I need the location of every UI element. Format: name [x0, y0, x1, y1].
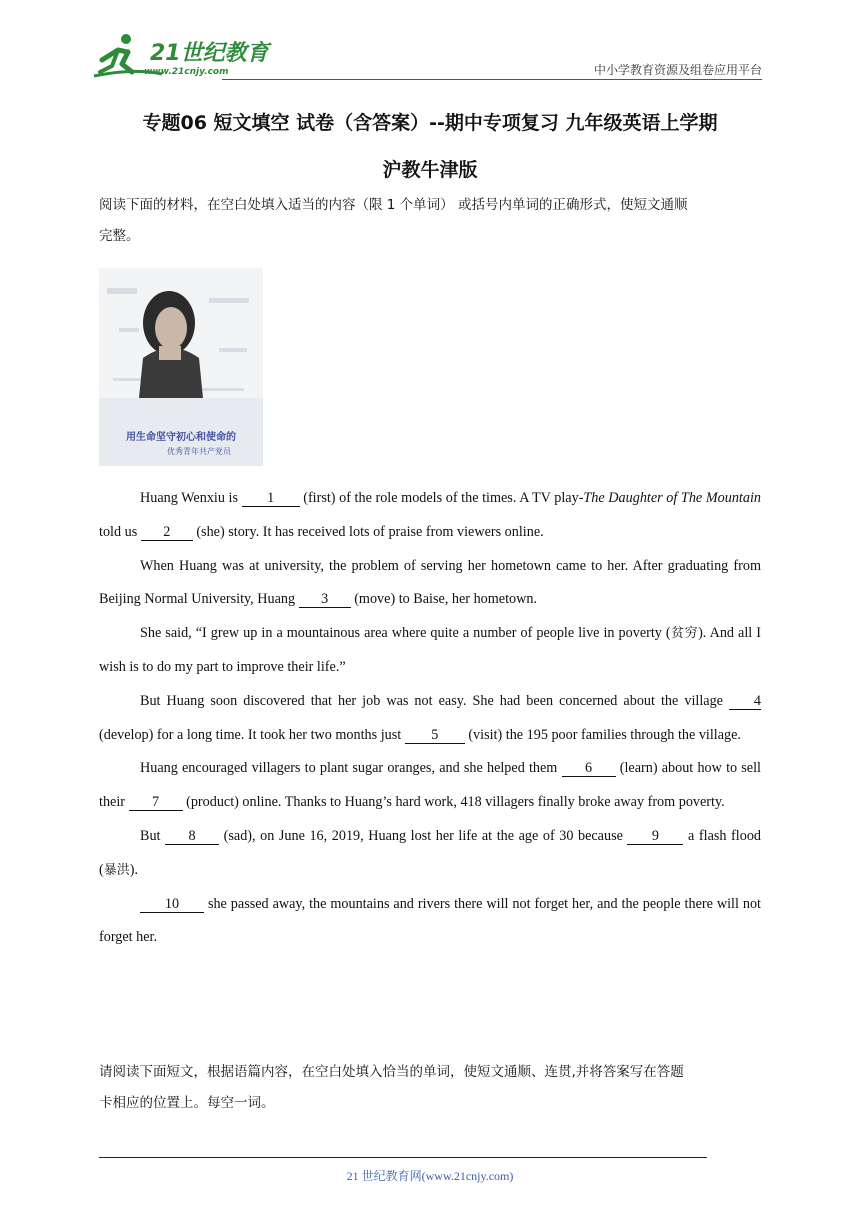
blank-1: 1 [242, 491, 300, 507]
instruction-1 [99, 190, 761, 252]
paragraph-7 [99, 888, 761, 956]
p6-text-d: a flash flood ( [99, 827, 762, 878]
article-photo [99, 268, 263, 466]
instruction-2-line2: 卡相应的位置上。每空一词。 [99, 1095, 275, 1111]
p3-gloss-poverty: 贫穷 [670, 626, 699, 642]
p1-text-e: (she) story. It has received lots of praise from viewers online. [192, 523, 544, 540]
paragraph-5 [99, 752, 761, 820]
p3-text-b: ). And all I wish is to do my part to improve their life.” [99, 625, 761, 675]
p6-text-a: But [140, 827, 166, 844]
p5-text-d: (product) online. Thanks to Huang’s hard work, 418 villagers finally broke away from poverty. [182, 794, 725, 811]
instruction-1-line1: 阅读下面的材料，在空白处填入适当的内容（限 1 个单词） 或括号内单词的正确形式，使短文通顺 [99, 197, 688, 213]
instruction-2-line1: 请阅读下面短文，根据语篇内容，在空白处填入恰当的单词，使短文通顺、连贯,并将答案写在答题 [99, 1064, 684, 1080]
blank-8: 8 [165, 829, 219, 845]
blank-6: 6 [562, 761, 616, 777]
instruction-1-line2: 完整。 [99, 228, 140, 244]
p4-text-a: But Huang soon discovered that her job was not easy. She had been concerned about the village [140, 692, 729, 709]
p6-text-c: (sad), on June 16, 2019, Huang lost her life at the age of 30 because [219, 827, 628, 844]
p1-text-c: (first) of the role models of the times. A TV play- [299, 490, 584, 506]
p6-gloss-flood: 暴洪 [103, 862, 130, 878]
page-header [92, 30, 762, 80]
paragraph-1 [99, 482, 761, 550]
p3-text-a: She said, “I grew up in a mountainous area where quite a number of people live in poverty ( [140, 625, 671, 642]
p2-text-a: When Huang was at university, the problem of serving her hometown came to her. After graduating from Beijing Normal University, Huang [99, 557, 761, 608]
p5-text-a: Huang encouraged villagers to plant sugar oranges, and she helped them [140, 760, 562, 777]
paragraph-6 [99, 820, 761, 888]
paragraph-3 [99, 617, 761, 685]
p4-text-c: (develop) for a long time. It took her two months just [99, 726, 405, 743]
p1-text-d: told us [99, 523, 141, 540]
p4-text-d: (visit) the 195 poor families through the village. [464, 726, 741, 743]
header-rule [222, 79, 762, 80]
paragraph-2 [99, 550, 761, 618]
footer-rule [99, 1157, 707, 1158]
logo-url: www.21cnjy.com [144, 67, 229, 77]
document-title-line2: 沪教牛津版 [382, 159, 478, 181]
document-title-line1: 专题06 短文填空 试卷（含答案）--期中专项复习 九年级英语上学期 [142, 112, 718, 134]
logo-text: 21世纪教育 [150, 41, 269, 66]
blank-2: 2 [141, 525, 193, 541]
logo [92, 30, 292, 80]
p7-text-a: she passed away, the mountains and rivers there will not forget her, and the people there will not forget her. [99, 895, 761, 946]
header-tagline: 中小学教育资源及组卷应用平台 [593, 63, 762, 77]
tv-play-title: The Daughter of The Mountain [583, 490, 761, 506]
p5-text-c: (learn) about how to sell their [99, 760, 761, 811]
instruction-2 [99, 1057, 761, 1119]
p2-text-c: (move) to Baise, her hometown. [350, 591, 538, 608]
blank-7: 7 [129, 795, 183, 811]
paragraph-4 [99, 685, 761, 753]
blank-9: 9 [627, 829, 683, 845]
p1-text-a: Huang Wenxiu is [140, 490, 242, 506]
photo-caption-line2: 优秀青年共产党员 [167, 447, 231, 456]
photo-caption-line1: 用生命坚守初心和使命的 [126, 432, 236, 443]
blank-10: 10 [140, 897, 204, 913]
blank-3: 3 [299, 592, 351, 608]
p6-text-e: ). [129, 861, 139, 878]
footer-text: 21 世纪教育网(www.21cnjy.com) [346, 1169, 514, 1183]
blank-5: 5 [405, 728, 465, 744]
blank-4: 4 [729, 694, 761, 710]
passage [99, 482, 761, 955]
